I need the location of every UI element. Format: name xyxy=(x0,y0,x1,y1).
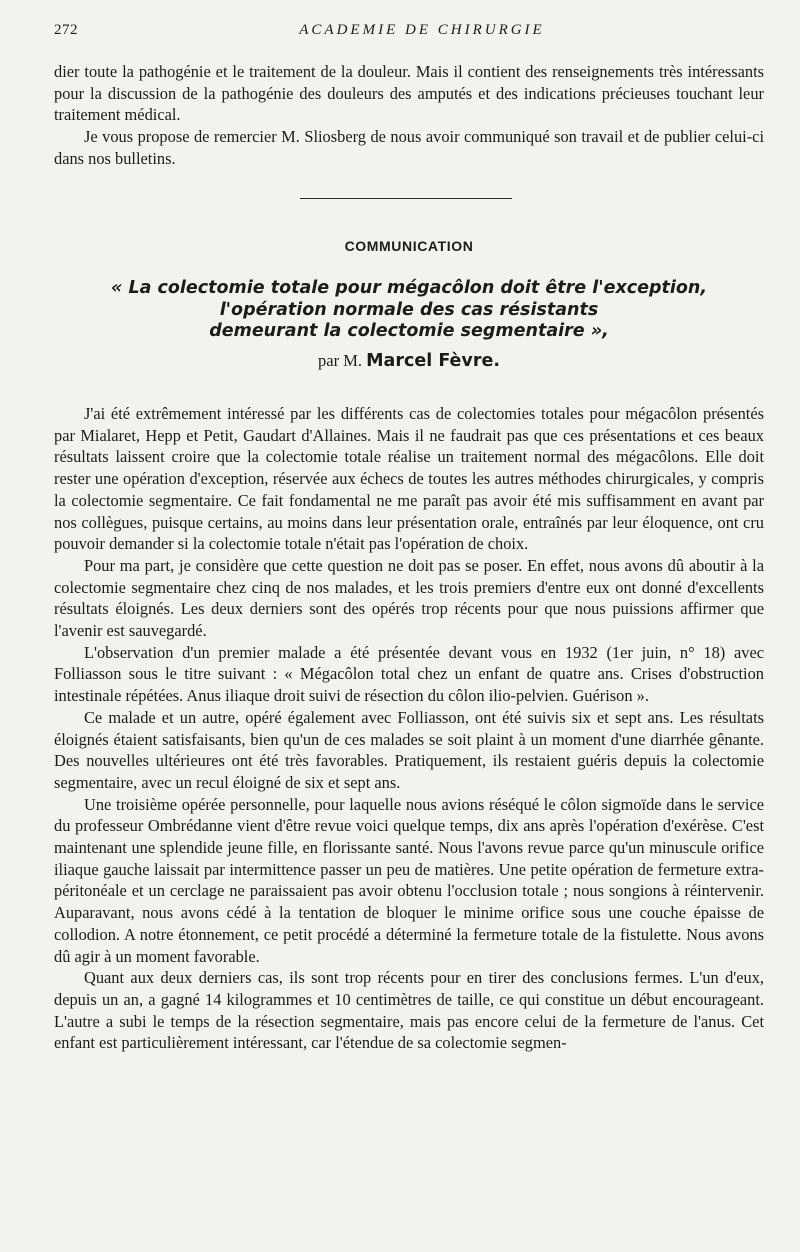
running-head: ACADEMIE DE CHIRURGIE xyxy=(299,22,545,38)
paragraph: J'ai été extrêmement intéressé par les différents cas de colectomies totales pour mégacôlon présentés par Mialaret, Hepp et Petit, Gaudart d'Allaines. Mais il ne faudrait pas que ces présentations et ces beaux résultats laissent croire que la colectomie totale réalise un traitement normal des mégacôlons. Elle doit rester une opération d'exception, réservée aux échecs de toutes les autres méthodes chirurgicales, y compris la colectomie segmentaire. Ce fait fondamental ne me paraît pas avoir été mis suffisamment en avant par nos collègues, puisque certains, au moins dans leur présentation orale, entraînés par leur éloquence, ont cru pouvoir demander si la colectomie totale n'était pas l'opération de choix. xyxy=(54,404,764,554)
title-line: « La colectomie totale pour mégacôlon doit être l'exception, xyxy=(110,278,707,298)
page-number: 272 xyxy=(54,22,78,38)
paragraph: Je vous propose de remercier M. Sliosberg de nous avoir communiqué son travail et de publier celui-ci dans nos bulletins. xyxy=(54,127,764,168)
title-line: demeurant la colectomie segmentaire », xyxy=(209,321,609,341)
paragraph: Quant aux deux derniers cas, ils sont trop récents pour en tirer des conclusions fermes. L'un d'eux, depuis un an, a gagné 14 kilogrammes et 10 centimètres de taille, ce qui constitue un début encourageant. L'autre a subi le temps de la résection segmentaire, mais pas encore celui de la fermeture de l'anus. Cet enfant est particulièrement intéressant, car l'étendue de sa colectomie segmen- xyxy=(54,968,764,1053)
byline-prefix: par M. xyxy=(318,351,362,370)
article-body xyxy=(54,403,764,1054)
paragraph: dier toute la pathogénie et le traitement de la douleur. Mais il contient des renseignements très intéressants pour la discussion de la pathogénie des douleurs des amputés et des indications précieuses touchant leur traitement médical. xyxy=(54,62,764,125)
author-name: Marcel Fèvre. xyxy=(366,351,500,371)
title-line: l'opération normale des cas résistants xyxy=(219,299,599,320)
paragraph: Une troisième opérée personnelle, pour laquelle nous avions réséqué le côlon sigmoïde dans le service du professeur Ombrédanne vient d'être revue voici quelque temps, dix ans après l'opération d'exérèse. C'est maintenant une splendide jeune fille, en florissante santé. Nous l'avons revue parce qu'un minuscule orifice iliaque gauche laissait par intermittence passer un peu de matières. Une petite opération de fermeture extra-péritonéale et un cerclage ne paraissaient pas avoir obtenu l'occlusion totale ; nous songions à réintervenir. Auparavant, nous avons cédé à la tentation de bloquer le minime orifice sous une couche épaisse de collodion. A notre étonnement, ce petit procédé a déterminé la fermeture totale de la fistulette. Nous avons dû agir à un moment favorable. xyxy=(54,794,764,966)
section-heading: COMMUNICATION xyxy=(344,238,474,254)
section-divider xyxy=(300,198,512,199)
page-header xyxy=(54,22,760,46)
paragraph: Ce malade et un autre, opéré également avec Folliasson, ont été suivis six et sept ans. Les résultats éloignés étaient satisfaisants, bien qu'un de ces malades se soit plaint à un moment d'une diarrhée gênante. Des nouvelles ultérieures ont été très favorables. Pratiquement, ils restaient guéris depuis la colectomie segmentaire, avec un recul éloigné de six et sept ans. xyxy=(54,707,764,792)
article-title xyxy=(54,278,764,343)
byline xyxy=(54,351,764,371)
paragraph: Pour ma part, je considère que cette question ne doit pas se poser. En effet, nous avons dû aboutir à la colectomie segmentaire chez cinq de nos malades, et les trois premiers d'entre eux ont donné d'excellents résultats éloignés. Les deux derniers sont des opérés trop récents pour que nous puissions affirmer que l'avenir est sauvegardé. xyxy=(54,555,764,641)
paragraph: L'observation d'un premier malade a été présentée devant vous en 1932 (1er juin, n° 18) avec Folliasson sous le titre suivant : « Mégacôlon total chez un enfant de quatre ans. Crises d'obstruction intestinale répétées. Anus iliaque droit suivi de résection du côlon ilio-pelvien. Guérison ». xyxy=(54,642,764,706)
continued-text xyxy=(54,61,764,170)
